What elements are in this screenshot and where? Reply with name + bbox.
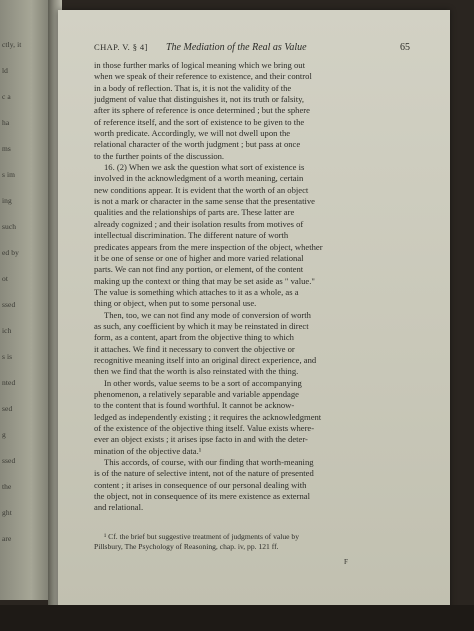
body-line: mination of the objective data.¹ — [94, 445, 202, 456]
left-page-fragment: ssed — [2, 456, 16, 465]
body-line: In other words, value seems to be a sort of accompanying — [104, 377, 302, 388]
footnote — [94, 532, 410, 552]
body-line: thing or object, when put to some personal use. — [94, 298, 257, 309]
body-line: content ; it arises in consequence of our personal dealing with — [94, 479, 307, 490]
left-page-fragment: ms — [2, 144, 11, 153]
left-page-fragment: sed — [2, 404, 13, 413]
left-page-fragment: the — [2, 482, 12, 491]
left-page-fragment: such — [2, 222, 17, 231]
body-line: and relational. — [94, 502, 144, 513]
left-page-fragment: ctly, it — [2, 40, 22, 49]
body-line: to the content that is found worthful. It cannot be acknow- — [94, 400, 295, 411]
left-page-fragment: s im — [2, 170, 16, 179]
body-line: phenomenon, a relatively separable and variable appendage — [94, 388, 299, 399]
body-line: judgment of value that distinguishes it, not its truth or falsity, — [94, 94, 304, 105]
body-line: relational character of the worth judgment ; but pass at once — [94, 139, 301, 150]
book-page — [58, 10, 450, 610]
body-line: parts. We can not find any portion, or element, of the content — [94, 264, 304, 275]
body-line: then we find that the worth is also reinstated with the thing. — [94, 366, 299, 377]
left-page-fragment: c a — [2, 92, 11, 101]
left-page-fragment: nted — [2, 378, 16, 387]
running-header — [94, 42, 410, 56]
left-page-fragment: ed by — [2, 248, 19, 257]
body-line: worth predicate. Accordingly, we will not dwell upon the — [94, 128, 291, 139]
body-text — [94, 60, 410, 514]
body-line: is of the nature of selective intent, not of the nature of presented — [94, 468, 314, 479]
left-page-fragment: s is — [2, 352, 13, 361]
left-page-fragment: ich — [2, 326, 12, 335]
left-page-fragment: are — [2, 534, 12, 543]
page-number: 65 — [400, 42, 410, 53]
body-line: This accords, of course, with our finding that worth-meaning — [104, 457, 314, 468]
body-line: qualities and the relationships of parts are. These latter are — [94, 207, 295, 218]
body-line: the object, not in consequence of its mere existence as external — [94, 491, 310, 502]
left-page-fragment: ssed — [2, 300, 16, 309]
body-line: of reference itself, and the sort of existence to be given to the — [94, 116, 305, 127]
body-line: to the further points of the discussion. — [94, 150, 225, 161]
body-line: new conditions appear. It is evident that the worth of an object — [94, 184, 309, 195]
running-title: The Mediation of the Real as Value — [166, 42, 307, 53]
body-line: after its sphere of reference is once determined ; but the sphere — [94, 105, 310, 116]
body-line: as such, any coefficient by which it may be reinstated in direct — [94, 320, 309, 331]
body-line: making up the context or thing that may be set aside as " value." — [94, 275, 315, 286]
body-line: already cognized ; and their isolation results from motives of — [94, 218, 304, 229]
left-page-fragment: g — [2, 430, 6, 439]
body-line: it be one of sense or one of higher and more varied relational — [94, 252, 304, 263]
left-page-fragment: ght — [2, 508, 12, 517]
left-page-fragment: ot — [2, 274, 9, 283]
table-surface — [0, 605, 474, 631]
body-line: ledged as independently existing ; it requires the acknowledgment — [94, 411, 322, 422]
signature-mark: F — [344, 558, 348, 566]
body-line: 16. (2) When we ask the question what sort of existence is — [104, 162, 305, 173]
body-line: is not a mark or character in the same sense that the presentative — [94, 196, 315, 207]
body-line: ever an object exists ; it arises ipse facto in and with the deter- — [94, 434, 308, 445]
body-line: when we speak of their reference to existence, and their control — [94, 71, 312, 82]
body-line: recognitive meaning itself into an original direct experience, and — [94, 354, 317, 365]
left-page-edge — [0, 0, 52, 600]
left-page-fragment: ing — [2, 196, 12, 205]
left-page-fragment: ha — [2, 118, 10, 127]
body-line: Then, too, we can not find any mode of conversion of worth — [104, 309, 311, 320]
body-line: involved in the acknowledgment of a worth meaning, certain — [94, 173, 304, 184]
footnote-line: Pillsbury, The Psychology of Reasoning, chap. iv, pp. 121 ff. — [94, 542, 279, 551]
body-line: intellectual discrimination. The different nature of worth — [94, 230, 289, 241]
left-page-fragment: ld — [2, 66, 9, 75]
body-line: of the existence of the objective thing itself. Value exists where- — [94, 423, 315, 433]
body-line: form, as a content, apart from the objective thing to which — [94, 332, 294, 343]
body-line: The value is something which attaches to it as a whole, as a — [94, 286, 299, 297]
body-line: in those further marks of logical meaning which we bring out — [94, 60, 305, 70]
body-line: in a body of reflection. That is, it is not the validity of the — [94, 82, 292, 93]
body-line: it attaches. We find it necessary to convert the objective or — [94, 343, 295, 354]
footnote-line: ¹ Cf. the brief but suggestive treatment of judgments of value by — [104, 532, 300, 541]
body-line: predicates appears from the mere inspection of the object, whether — [94, 241, 323, 252]
chapter-reference: CHAP. V. § 4] — [94, 42, 148, 52]
